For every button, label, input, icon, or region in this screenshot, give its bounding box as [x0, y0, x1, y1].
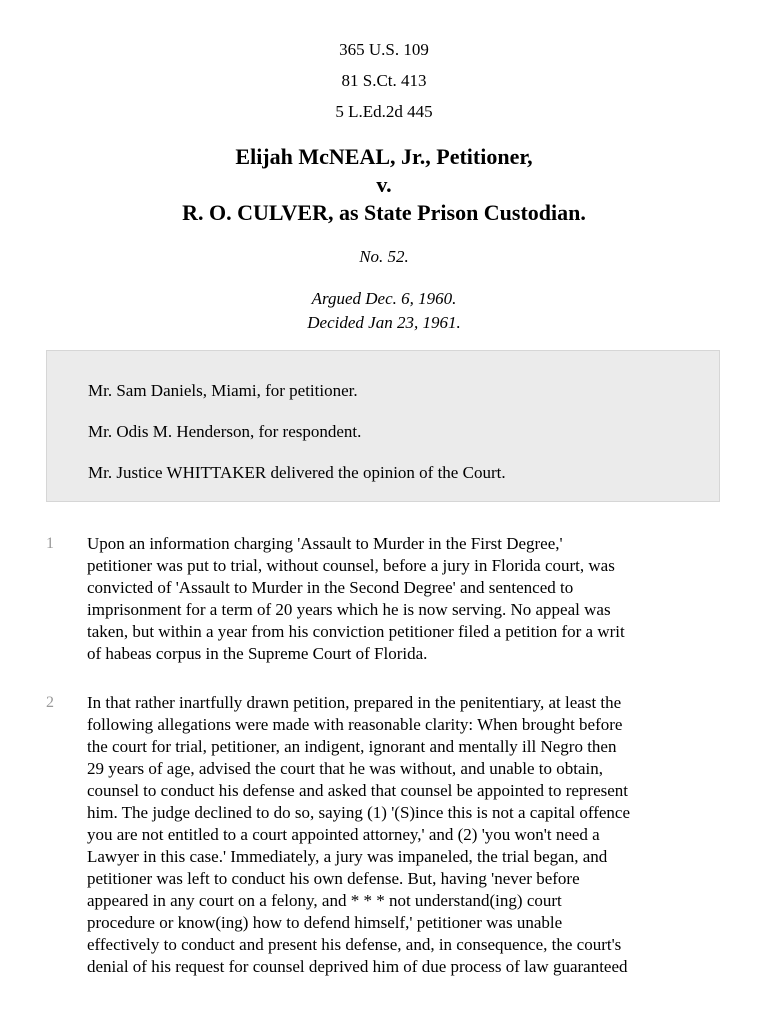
citation-sct: 81 S.Ct. 413 [341, 71, 427, 90]
paragraph-line: effectively to conduct and present his defense, and, in consequence, the court's [87, 935, 622, 954]
paragraph-line: 29 years of age, advised the court that he was without, and unable to obtain, [87, 759, 603, 778]
paragraph-text [87, 692, 727, 978]
case-dates [0, 287, 768, 335]
paragraph-line: the court for trial, petitioner, an indigent, ignorant and mentally ill Negro then [87, 737, 617, 756]
counsel-box [46, 350, 720, 502]
paragraph-line: In that rather inartfully drawn petition, prepared in the penitentiary, at least the [87, 693, 622, 712]
counsel-respondent: Mr. Odis M. Henderson, for respondent. [88, 422, 362, 441]
paragraph-line: him. The judge declined to do so, saying (1) '(S)ince this is not a capital offence [87, 803, 630, 822]
caption-respondent: R. O. CULVER, as State Prison Custodian. [182, 200, 586, 225]
paragraph-text [87, 533, 727, 665]
paragraph-number: 1 [46, 535, 54, 552]
paragraph-line: petitioner was left to conduct his own defense. But, having 'never before [87, 869, 580, 888]
paragraph-line: procedure or know(ing) how to defend himself,' petitioner was unable [87, 913, 563, 932]
paragraph-line: petitioner was put to trial, without counsel, before a jury in Florida court, was [87, 556, 615, 575]
paragraph-line: taken, but within a year from his conviction petitioner filed a petition for a writ [87, 622, 625, 641]
paragraph-line: Upon an information charging 'Assault to Murder in the First Degree,' [87, 534, 563, 553]
citation-led: 5 L.Ed.2d 445 [335, 102, 433, 121]
paragraph-line: convicted of 'Assault to Murder in the Second Degree' and sentenced to [87, 578, 574, 597]
paragraph-number: 2 [46, 694, 54, 711]
paragraph-line: counsel to conduct his defense and asked that counsel be appointed to represent [87, 781, 628, 800]
paragraph-line: of habeas corpus in the Supreme Court of Florida. [87, 644, 428, 663]
opinion-author: Mr. Justice WHITTAKER delivered the opinion of the Court. [88, 463, 506, 482]
caption-versus: v. [376, 172, 392, 197]
paragraph-line: following allegations were made with reasonable clarity: When brought before [87, 715, 623, 734]
paragraph-line: imprisonment for a term of 20 years which he is now serving. No appeal was [87, 600, 611, 619]
paragraph-line: you are not entitled to a court appointed attorney,' and (2) 'you won't need a [87, 825, 600, 844]
citation-us: 365 U.S. 109 [339, 40, 429, 59]
case-caption [0, 143, 768, 227]
caption-petitioner: Elijah McNEAL, Jr., Petitioner, [235, 144, 533, 169]
paragraph-line: denial of his request for counsel deprived him of due process of law guaranteed [87, 957, 628, 976]
citations [0, 34, 768, 127]
argued-date: Argued Dec. 6, 1960. [311, 289, 457, 308]
docket-number: No. 52. [359, 247, 409, 266]
decided-date: Decided Jan 23, 1961. [307, 313, 461, 332]
counsel-petitioner: Mr. Sam Daniels, Miami, for petitioner. [88, 381, 358, 400]
paragraph-line: Lawyer in this case.' Immediately, a jury was impaneled, the trial began, and [87, 847, 608, 866]
paragraph-line: appeared in any court on a felony, and * * * not understand(ing) court [87, 891, 562, 910]
